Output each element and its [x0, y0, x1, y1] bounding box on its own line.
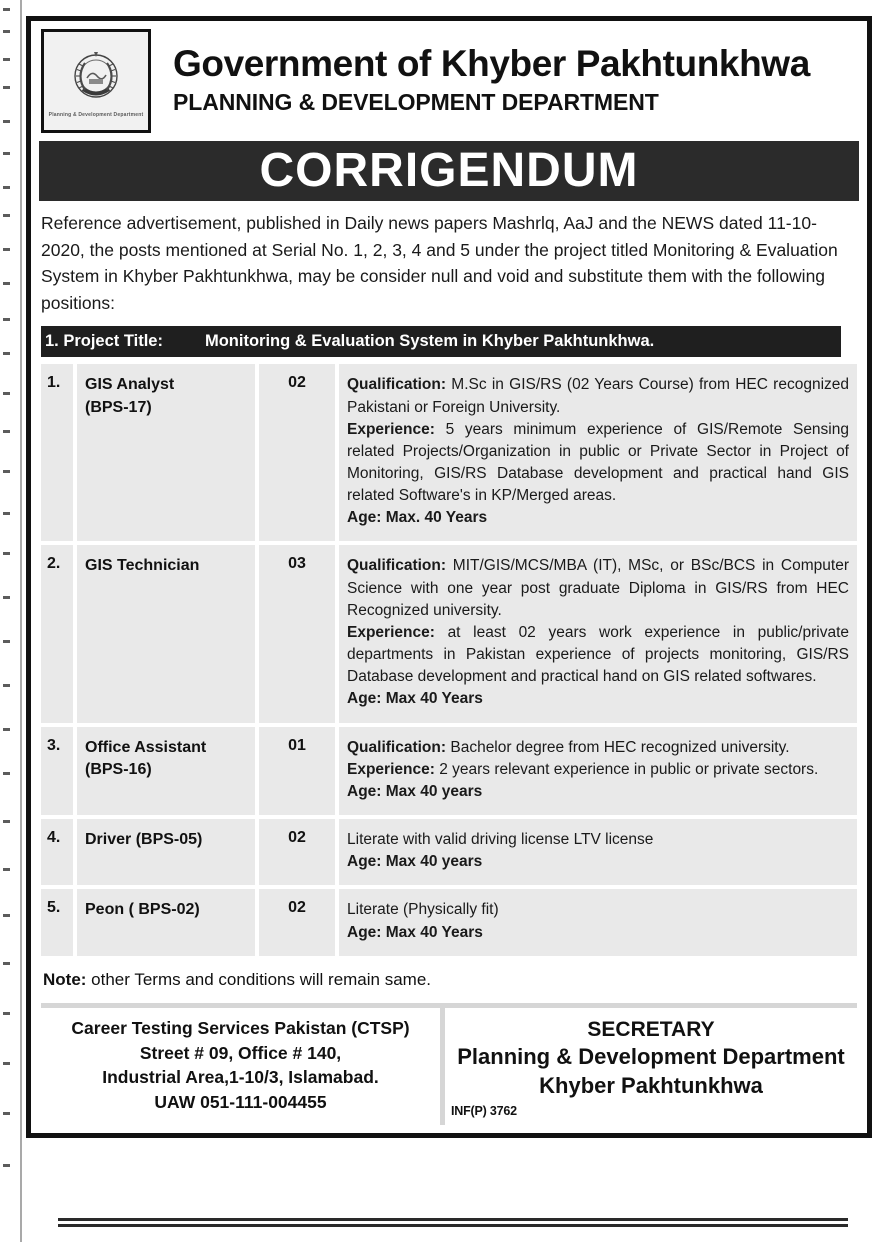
government-title: Government of Khyber Pakhtunkhwa	[173, 43, 810, 85]
row-post-title	[75, 543, 257, 724]
row-serial: 2.	[41, 543, 75, 724]
secretary-title: SECRETARY	[587, 1017, 715, 1041]
intro-paragraph: Reference advertisement, published in Daily news papers Mashrlq, AaJ and the NEWS dated 11-10-2020, the posts mentioned at Serial No. 1, 2, 3, 4 and 5 under the project titled Monitoring & Evaluation System in Khyber Pakhtunkhwa, may be consider null and void and substitute them with the following positions:	[41, 213, 838, 313]
note-text: other Terms and conditions will remain same.	[86, 969, 432, 989]
post-title-line1: GIS Analyst	[85, 376, 175, 394]
row-vacancy-count: 02	[257, 817, 337, 887]
qualification-label: Qualification:	[347, 557, 447, 575]
qualification-line: Literate (Physically fit)	[347, 901, 499, 919]
positions-table	[41, 364, 857, 955]
project-title-value: Monitoring & Evaluation System in Khyber Pakhtunkhwa.	[204, 332, 655, 351]
table-row	[41, 543, 857, 724]
post-title-line2: (BPS-16)	[85, 761, 152, 779]
table-row	[41, 725, 857, 817]
experience-text: 2 years relevant experience in public or private sectors.	[439, 760, 819, 778]
advertisement-frame	[26, 16, 872, 1138]
scan-edge-artifacts	[2, 0, 16, 1242]
department-title: PLANNING & DEVELOPMENT DEPARTMENT	[173, 88, 659, 115]
qualification-line: Literate with valid driving license LTV license	[347, 831, 654, 849]
government-logo	[41, 29, 151, 133]
age-line: Age: Max 40 Years	[347, 690, 483, 708]
row-post-title	[75, 725, 257, 817]
masthead	[31, 21, 867, 137]
corrigendum-heading: CORRIGENDUM	[259, 144, 639, 197]
bottom-rule-thin	[58, 1224, 848, 1227]
row-post-title	[75, 887, 257, 955]
age-line: Age: Max. 40 Years	[347, 509, 488, 527]
row-vacancy-count: 02	[257, 887, 337, 955]
ctsp-contact-block	[41, 1008, 445, 1125]
qualification-text: MIT/GIS/MCS/MBA (IT), MSc, or BSc/BCS in Computer Science with one year post graduate Diploma in GIS/RS from HEC Recognized university.	[347, 557, 849, 619]
row-vacancy-count: 03	[257, 543, 337, 724]
qualification-text: Bachelor degree from HEC recognized university.	[450, 738, 790, 756]
column-divider-rule	[20, 0, 22, 1242]
advertisement-inner	[30, 20, 868, 1134]
age-line: Age: Max 40 Years	[347, 923, 483, 941]
corrigendum-banner	[39, 141, 859, 201]
experience-text: 5 years minimum experience of GIS/Remote Sensing related Projects/Organization in public or Private Sector in Project of Monitoring, GIS/RS Database development and practical hand GIS related Software's in KP/Merged areas.	[347, 420, 849, 505]
row-serial: 5.	[41, 887, 75, 955]
secretary-region: Khyber Pakhtunkhwa	[539, 1072, 763, 1098]
secretary-department: Planning & Development Department	[457, 1043, 845, 1069]
row-serial: 1.	[41, 364, 75, 543]
row-details	[337, 887, 857, 955]
ctsp-street: Street # 09, Office # 140,	[139, 1042, 342, 1063]
row-post-title	[75, 364, 257, 543]
ctsp-phone: UAW 051-111-004455	[154, 1092, 327, 1113]
project-title-label: 1. Project Title:	[45, 332, 163, 351]
row-details	[337, 364, 857, 543]
post-title-line1: Driver (BPS-05)	[85, 831, 203, 849]
table-row	[41, 887, 857, 955]
footer-block	[41, 1003, 857, 1125]
logo-caption: Planning & Development Department	[48, 111, 144, 118]
ctsp-area: Industrial Area,1-10/3, Islamabad.	[102, 1067, 379, 1088]
table-row	[41, 817, 857, 887]
row-details	[337, 543, 857, 724]
bottom-rule-group	[58, 1218, 848, 1227]
post-title-line1: Office Assistant	[85, 738, 207, 756]
experience-label: Experience:	[347, 420, 435, 438]
row-post-title	[75, 817, 257, 887]
post-title-line2: (BPS-17)	[85, 399, 152, 417]
qualification-line	[347, 737, 849, 759]
masthead-text	[151, 45, 857, 116]
inf-reference-number: INF(P) 3762	[451, 1104, 517, 1119]
note-label: Note:	[43, 969, 87, 989]
row-details	[337, 725, 857, 817]
experience-label: Experience:	[347, 760, 435, 778]
project-title-bar	[41, 326, 841, 357]
post-title-line1: GIS Technician	[85, 557, 200, 575]
qualification-line	[347, 555, 849, 621]
emblem-icon	[61, 45, 131, 111]
qualification-label: Qualification:	[347, 738, 447, 756]
row-vacancy-count: 01	[257, 725, 337, 817]
ctsp-name: Career Testing Services Pakistan (CTSP)	[71, 1017, 410, 1038]
experience-text: at least 02 years work experience in public/private departments in Pakistan experience of projects monitoring, GIS/RS Database development and practical hand on GIS related softwares.	[347, 623, 849, 686]
experience-line	[347, 759, 849, 781]
experience-line	[347, 622, 849, 688]
row-details	[337, 817, 857, 887]
secretary-block	[445, 1008, 857, 1125]
age-line: Age: Max 40 years	[347, 853, 483, 871]
row-serial: 3.	[41, 725, 75, 817]
table-row	[41, 364, 857, 543]
note-row	[41, 963, 857, 999]
qualification-text: M.Sc in GIS/RS (02 Years Course) from HEC recognized Pakistani or Foreign University.	[347, 376, 850, 416]
post-title-line1: Peon ( BPS-02)	[85, 901, 200, 919]
row-serial: 4.	[41, 817, 75, 887]
experience-label: Experience:	[347, 623, 435, 641]
qualification-label: Qualification:	[347, 376, 447, 394]
positions-table-body	[41, 364, 857, 955]
experience-line	[347, 419, 849, 508]
age-line: Age: Max 40 years	[347, 782, 483, 800]
row-vacancy-count: 02	[257, 364, 337, 543]
qualification-line	[347, 374, 849, 418]
